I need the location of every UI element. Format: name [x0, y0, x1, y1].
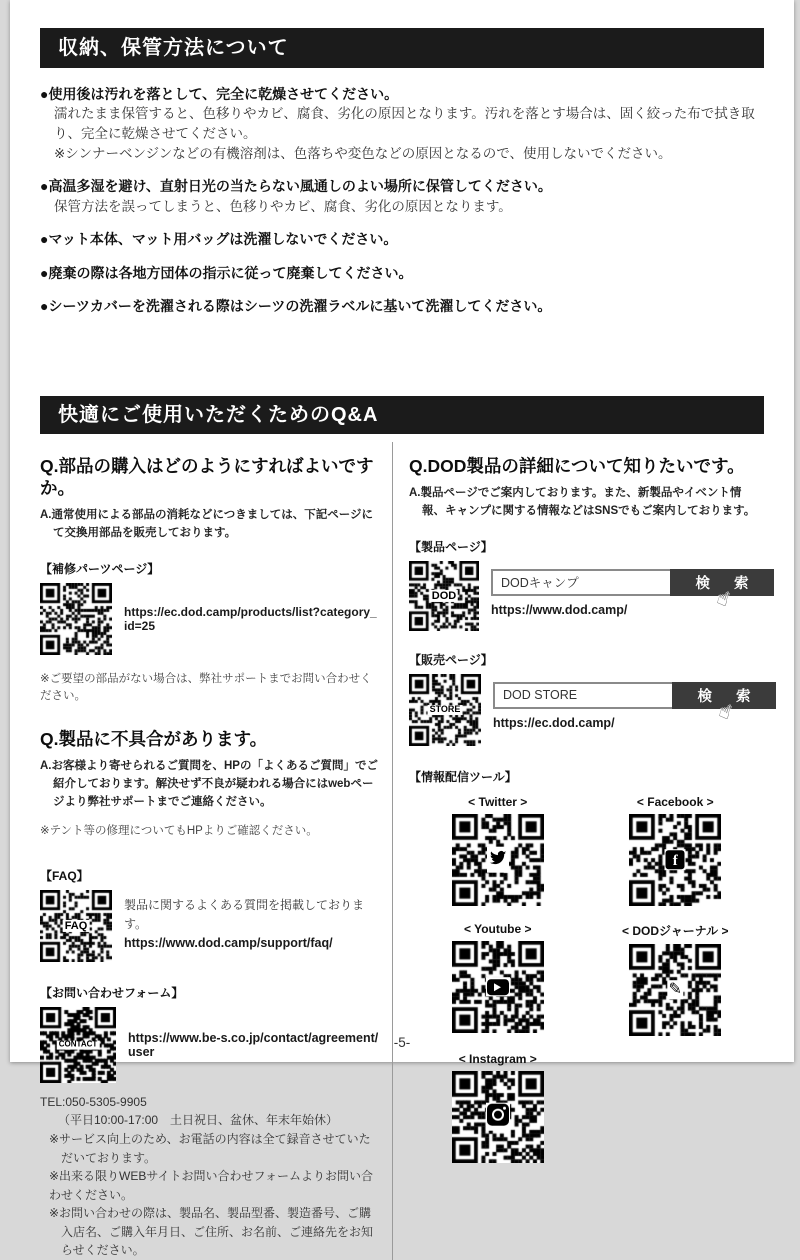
repair-note: ※テント等の修理についてもHPよりご確認ください。 — [40, 825, 318, 838]
question-parts-purchase: Q.部品の購入はどのようにすればよいですか。 — [40, 456, 374, 499]
store-page-url[interactable]: https://ec.dod.camp/ — [493, 715, 615, 730]
qa-section-header: 快適にご使用いただくためのQ&A — [40, 396, 764, 434]
twitter-label: < Twitter > — [468, 794, 528, 809]
pencil-icon: ✎ — [668, 981, 682, 998]
question-product-details: Q.DOD製品の詳細について知りたいです。 — [409, 456, 745, 477]
qa-left-column — [40, 442, 392, 1260]
page-number: -5- — [393, 1035, 411, 1050]
manual-page — [10, 0, 794, 1258]
storage-bullet — [40, 263, 764, 283]
youtube-label: < Youtube > — [463, 921, 532, 936]
sns-tools-label: 【情報配信ツール】 — [409, 769, 517, 784]
contact-form-url[interactable]: https://www.be-s.co.jp/contact/agreement/user — [128, 1030, 379, 1059]
product-page-url[interactable]: https://www.dod.camp/ — [491, 602, 628, 617]
faq-label: 【FAQ】 — [40, 868, 89, 883]
bullet-line: ※シンナーベンジンなどの有機溶剤は、色落ちや変色などの原因となるので、使用しないでください。 — [54, 145, 672, 161]
telephone-note-webform: ※出来る限りWEBサイトお問い合わせフォームよりお問い合わせください。 — [49, 1169, 373, 1202]
storage-section-header: 収納、保管方法について — [40, 28, 764, 68]
bullet-title: ●マット本体、マット用バッグは洗濯しないでください。 — [40, 231, 398, 248]
bullet-title: ●使用後は汚れを落として、完全に乾燥させてください。 — [40, 86, 399, 102]
sns-item-twitter — [409, 795, 587, 906]
answer-product-defect: A.お客様より寄せられるご質問を、HPの「よくあるご質問」でご紹介しております。解決せず不良が疑われる場合にはwebページより弊社サポートまでご連絡ください。 — [40, 760, 378, 808]
contact-qr-badge: CONTACT — [58, 1039, 98, 1049]
instagram-label: < Instagram > — [458, 1051, 537, 1066]
sns-item-facebook — [587, 795, 765, 906]
parts-page-label: 【補修パーツページ】 — [40, 561, 160, 576]
qa-right-column — [392, 442, 764, 1260]
cursor-hand-icon: ☝ — [716, 700, 734, 725]
storage-bullet — [40, 176, 764, 216]
bullet-title: ●廃棄の際は各地方団体の指示に従って廃棄してください。 — [40, 264, 413, 281]
telephone-note-recording: ※サービス向上のため、お電話の内容は全て録音させていただいております。 — [49, 1131, 371, 1165]
bullet-line: 保管方法を誤ってしまうと、色移りやカビ、腐食、劣化の原因となります。 — [54, 198, 512, 214]
store-search-button[interactable]: 検 索 — [672, 682, 776, 709]
faq-description: 製品に関するよくある質問を掲載しております。 — [124, 897, 365, 931]
product-search-button[interactable]: 検 索 — [670, 569, 774, 596]
dod-journal-label: < DODジャーナル > — [621, 923, 729, 938]
store-qr-badge: STORE — [429, 703, 461, 714]
product-page-qr-code — [409, 561, 479, 631]
answer-product-details: A.製品ページでご案内しております。また、新製品やイベント情報、キャンプに関する情報などはSNSでもご案内しております。 — [409, 487, 756, 517]
twitter-qr-code — [452, 814, 544, 906]
parts-note: ※ご要望の部品がない場合は、弊社サポートまでお問い合わせください。 — [40, 672, 372, 702]
facebook-icon: f — [665, 849, 686, 871]
youtube-qr-code — [452, 941, 544, 1033]
sns-qr-grid — [409, 795, 764, 1163]
parts-qr-code — [40, 583, 112, 655]
store-page-label: 【販売ページ】 — [409, 652, 493, 667]
instagram-qr-code — [452, 1071, 544, 1163]
store-search-input[interactable] — [493, 682, 672, 709]
sns-item-dod-journal — [587, 922, 765, 1036]
facebook-qr-code — [629, 814, 721, 906]
storage-bullet-list — [40, 84, 764, 316]
bullet-title: ●シーツカバーを洗濯される際はシーツの洗濯ラベルに基いて洗濯してください。 — [40, 298, 552, 314]
bullet-line: 濡れたまま保管すると、色移りやカビ、腐食、劣化の原因となります。汚れを落とす場合は、固く絞った布で拭き取り、完全に乾燥させてください。 — [54, 106, 755, 141]
storage-bullet — [40, 84, 764, 163]
contact-form-label: 【お問い合わせフォーム】 — [40, 985, 184, 1000]
question-product-defect: Q.製品に不具合があります。 — [40, 729, 268, 750]
product-page-label: 【製品ページ】 — [409, 539, 493, 554]
faq-url[interactable]: https://www.dod.camp/support/faq/ — [124, 936, 333, 951]
telephone-note-required-info: ※お問い合わせの際は、製品名、製品型番、製造番号、ご購入店名、ご購入年月日、ご住所、お名前、ご連絡先をお知らせください。 — [49, 1206, 374, 1258]
storage-bullet — [40, 229, 764, 249]
cursor-hand-icon: ☝ — [714, 587, 732, 612]
sns-item-instagram — [409, 1052, 587, 1163]
telephone-number: TEL:050-5305-9905 — [40, 1094, 147, 1109]
telephone-hours: （平日10:00-17:00 土日祝日、盆休、年末年始休） — [58, 1113, 339, 1128]
twitter-icon — [487, 847, 509, 874]
youtube-icon — [486, 977, 510, 997]
faq-qr-code — [40, 890, 112, 962]
product-qr-badge: DOD — [431, 589, 457, 602]
bullet-title: ●高温多湿を避け、直射日光の当たらない風通しのよい場所に保管してください。 — [40, 178, 552, 195]
facebook-label: < Facebook > — [636, 794, 714, 809]
faq-qr-badge: FAQ — [64, 919, 88, 932]
product-search-input[interactable] — [491, 569, 670, 596]
answer-parts-purchase: A.通常使用による部品の消耗などにつきましては、下記ページにて交換用部品を販売しております。 — [40, 509, 374, 539]
instagram-icon — [486, 1103, 510, 1132]
telephone-info — [40, 1093, 380, 1260]
store-page-qr-code — [409, 674, 481, 746]
parts-page-url[interactable]: https://ec.dod.camp/products/list?category_id=25 — [124, 604, 377, 633]
dod-journal-qr-code — [629, 944, 721, 1036]
sns-item-youtube — [409, 922, 587, 1036]
storage-bullet — [40, 296, 764, 316]
